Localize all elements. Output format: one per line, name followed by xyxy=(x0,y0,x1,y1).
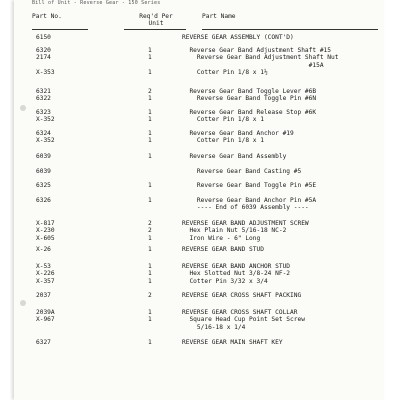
part-number-text: X-817 xyxy=(36,220,55,227)
quantity-cell xyxy=(148,339,152,346)
quantity-cell xyxy=(148,130,152,145)
quantity-text: 1 xyxy=(148,263,152,270)
part-name-text: #15A xyxy=(182,61,324,69)
part-name-text: REVERSE GEAR CROSS SHAFT PACKING xyxy=(182,292,302,299)
part-name-text: Cotter Pin 1/8 x 1½ xyxy=(182,69,268,77)
part-number-cell xyxy=(36,88,51,103)
column-header-part-name: Part Name xyxy=(202,13,236,20)
part-number-cell xyxy=(36,130,55,145)
part-number-text: 6324 xyxy=(36,130,51,137)
quantity-text xyxy=(148,34,152,41)
quantity-text: 2 xyxy=(148,292,152,299)
part-number-text: 2037 xyxy=(36,292,51,299)
quantity-text: 1 xyxy=(148,109,152,116)
part-name-text: Iron Wire - 6" Long xyxy=(182,234,261,242)
part-number-text: X-226 xyxy=(36,270,55,278)
part-name-text: Reverse Gear Band Toggle Pin #5E xyxy=(182,182,317,189)
part-name-text: Cotter Pin 1/8 x 1 xyxy=(182,116,264,124)
quantity-text: 1 xyxy=(148,339,152,346)
part-name-cell xyxy=(182,246,264,253)
part-number-text: X-26 xyxy=(36,246,51,253)
quantity-text: 2 xyxy=(148,88,152,95)
binder-hole xyxy=(20,105,26,111)
quantity-text: 1 xyxy=(148,153,152,160)
part-name-cell xyxy=(182,47,338,77)
part-number-text: X-352 xyxy=(36,137,55,145)
part-name-text: REVERSE GEAR MAIN SHAFT KEY xyxy=(182,339,283,346)
part-name-cell xyxy=(182,182,316,189)
part-number-text: 6322 xyxy=(36,95,51,103)
quantity-cell xyxy=(148,292,152,299)
part-number-text: 6150 xyxy=(36,34,51,41)
part-number-cell xyxy=(36,34,51,41)
quantity-text: 1 xyxy=(148,316,152,324)
part-name-text: ---- End of 6039 Assembly ---- xyxy=(182,204,309,212)
part-name-text: REVERSE GEAR BAND ADJUSTMENT SCREW xyxy=(182,220,309,227)
part-name-text: REVERSE GEAR ASSEMBLY (CONT'D) xyxy=(182,34,294,41)
part-name-text: REVERSE GEAR BAND STUD xyxy=(182,246,264,253)
part-number-text: X-353 xyxy=(36,69,55,77)
underline-required xyxy=(124,29,186,30)
part-name-text: Reverse Gear Band Adjustment Shaft #15 xyxy=(182,47,332,54)
column-header-required-line1: Req'd Per xyxy=(139,13,173,20)
part-number-text: X-357 xyxy=(36,277,55,285)
part-name-text: Square Head Cup Point Set Screw xyxy=(182,316,305,324)
quantity-text: 1 xyxy=(148,309,152,316)
part-name-cell xyxy=(182,263,290,285)
part-number-cell xyxy=(36,197,51,204)
part-name-cell xyxy=(182,34,294,41)
quantity-cell xyxy=(148,34,152,41)
quantity-text: 1 xyxy=(148,197,152,204)
part-name-cell xyxy=(182,168,301,175)
part-name-text: Reverse Gear Band Casting #5 xyxy=(182,168,302,175)
part-name-cell xyxy=(182,197,316,212)
part-number-cell xyxy=(36,153,51,160)
quantity-cell xyxy=(148,47,152,77)
quantity-text: 1 xyxy=(148,137,152,145)
quantity-text: 1 xyxy=(148,234,152,242)
part-number-text: 6039 xyxy=(36,168,51,175)
part-name-cell xyxy=(182,130,294,145)
part-name-text: Reverse Gear Band Release Stop #6K xyxy=(182,109,317,116)
quantity-text xyxy=(148,168,152,175)
quantity-text: 1 xyxy=(148,47,152,54)
part-number-cell xyxy=(36,220,55,242)
quantity-cell xyxy=(148,263,152,285)
part-number-cell xyxy=(36,168,51,175)
part-name-text: Hex Plain Nut 5/16-18 NC-2 xyxy=(182,227,287,235)
part-number-cell xyxy=(36,182,51,189)
column-header-required xyxy=(126,14,186,27)
quantity-cell xyxy=(148,246,152,253)
part-number-text: X-352 xyxy=(36,116,55,124)
part-name-text: Reverse Gear Band Adjustment Shaft Nut xyxy=(182,54,339,62)
part-name-cell xyxy=(182,220,309,242)
part-name-cell xyxy=(182,88,316,103)
part-number-text: 6326 xyxy=(36,197,51,204)
quantity-text: 1 xyxy=(148,69,152,77)
part-name-text: Reverse Gear Band Toggle Pin #6N xyxy=(182,95,317,103)
part-name-text: Reverse Gear Band Toggle Lever #6B xyxy=(182,88,317,95)
part-name-cell xyxy=(182,339,283,346)
part-number-text: X-230 xyxy=(36,227,55,235)
part-number-text: 2174 xyxy=(36,54,51,62)
part-number-cell xyxy=(36,47,55,77)
quantity-cell xyxy=(148,309,152,324)
part-name-text: Reverse Gear Band Assembly xyxy=(182,153,287,160)
underline-part-name xyxy=(202,29,378,30)
quantity-text: 1 xyxy=(148,270,152,278)
part-number-text: 6320 xyxy=(36,47,51,54)
part-number-text: 2039A xyxy=(36,309,55,316)
part-name-text: 5/16-18 x 1/4 xyxy=(182,323,246,331)
part-number-cell xyxy=(36,339,51,346)
column-header-part-no: Part No. xyxy=(32,13,62,20)
part-number-text: 6321 xyxy=(36,88,51,95)
quantity-cell xyxy=(148,88,152,103)
quantity-cell xyxy=(148,197,152,204)
quantity-text xyxy=(148,62,152,69)
part-name-text: Reverse Gear Band Anchor Pin #5A xyxy=(182,197,317,204)
quantity-text: 1 xyxy=(148,277,152,285)
quantity-text: 1 xyxy=(148,54,152,62)
quantity-cell xyxy=(148,153,152,160)
part-name-text: Reverse Gear Band Anchor #19 xyxy=(182,130,294,137)
part-number-text: X-53 xyxy=(36,263,51,270)
part-name-text: REVERSE GEAR CROSS SHAFT COLLAR xyxy=(182,309,298,316)
quantity-cell xyxy=(148,220,152,242)
part-number-cell xyxy=(36,263,55,285)
part-name-text: Cotter Pin 1/8 x 1 xyxy=(182,137,264,145)
document-page xyxy=(14,0,384,400)
part-name-cell xyxy=(182,153,286,160)
part-number-cell xyxy=(36,292,51,299)
quantity-text: 1 xyxy=(148,116,152,124)
quantity-text: 1 xyxy=(148,130,152,137)
part-number-text: 6039 xyxy=(36,153,51,160)
part-number-cell xyxy=(36,246,51,253)
quantity-text: 1 xyxy=(148,95,152,103)
page-header-strip: Bill of Unit - Reverse Gear - 150 Series xyxy=(32,0,161,6)
quantity-cell xyxy=(148,168,152,175)
part-name-cell xyxy=(182,309,305,331)
column-header-required-line2: Unit xyxy=(148,19,164,27)
part-number-text: X-967 xyxy=(36,316,55,324)
quantity-text: 2 xyxy=(148,220,152,227)
quantity-text: 2 xyxy=(148,227,152,235)
part-number-text: 6325 xyxy=(36,182,51,189)
quantity-text: 1 xyxy=(148,246,152,253)
quantity-cell xyxy=(148,182,152,189)
part-number-text: X-605 xyxy=(36,234,55,242)
part-name-cell xyxy=(182,292,301,299)
part-number-text: 6327 xyxy=(36,339,51,346)
part-name-text: REVERSE GEAR BAND ANCHOR STUD xyxy=(182,263,291,270)
part-name-text: Cotter Pin 3/32 x 3/4 xyxy=(182,277,268,285)
part-number-cell xyxy=(36,309,55,324)
quantity-text: 1 xyxy=(148,182,152,189)
quantity-cell xyxy=(148,109,152,124)
underline-part-no xyxy=(32,29,88,30)
part-number-text xyxy=(36,62,55,69)
part-name-text: Hex Slotted Nut 3/8-24 NF-2 xyxy=(182,270,291,278)
part-number-text: 6323 xyxy=(36,109,51,116)
part-number-cell xyxy=(36,109,55,124)
part-name-cell xyxy=(182,109,316,124)
binder-hole xyxy=(20,300,26,306)
